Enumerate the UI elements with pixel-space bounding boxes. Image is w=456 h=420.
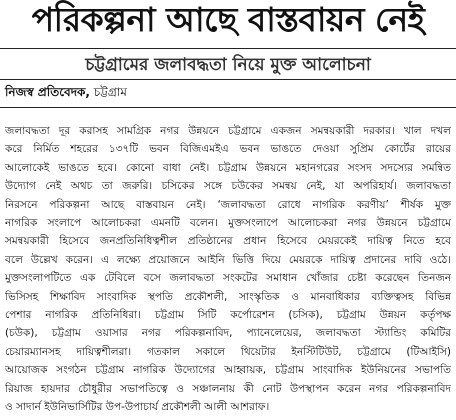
article-line: মুক্তসংলাপটিতে এক টেবিলে বসে জলাবদ্ধতা সংকটের সমাধান খোঁজার চেষ্টা করেছেন তিনজন [5,272,451,285]
byline-location: চট্টগ্রাম [93,85,127,99]
headline: পরিকল্পনা আছে বাস্তবায়ন নেই [31,0,425,39]
article-line: উদ্যোগ নেই অথচ তা জরুরি। চসিকের সঙ্গে চউকের সমন্বয় নেই, যা অপরিহার্য। জলাবদ্ধতা [5,180,451,193]
article-body [5,122,451,417]
article-line: রিয়াজ হায়দার চৌধুরীর সভাপতিত্বে ও সঞ্চালনায় কী নোট উপস্থাপন করেন নগর পরিকল্পনাবিদ [5,382,451,395]
byline [5,84,127,100]
article-line: নাগরিক সংলাপে আলোচকরা এমনটি বলেন। মুক্তসংলাপে আলোচকরা নগর উন্নয়নে চট্টগ্রামে [5,217,451,230]
article-line: নিরসনে পরিকল্পনা আছে বাস্তবায়ন নেই। ‘জলাবদ্ধতা রোধে নাগরিক করণীয়’ শীর্ষক মুক্ত [5,198,451,211]
subheadline: চট্টগ্রামের জলাবদ্ধতা নিয়ে মুক্ত আলোচনা [85,55,371,75]
headline-rule [0,48,456,49]
article-line: বলে উল্লেখ করেন। এ লক্ষ্যে প্রয়োজনে আইনি ভিত্তি দিয়ে মেয়রকে দায়িত্ব প্রদানের দাবি ওঠে। [5,253,451,266]
article-line: পেশার নাগরিক প্রতিনিধিরা। চট্টগ্রাম সিটি কর্পোরেশন (চসিক), চট্টগ্রাম উন্নয়ন কর্তৃপক্ষ [5,309,451,322]
article-line: করে নির্মিত শহরের ১৩৭টি ভবন বিজিএমইএ ভবন ভাঙতে দেওয়া সুপ্রিম কোর্টের রায়ের [5,143,451,156]
article-line: আলোকেই ভাঙতে হবে। কোনো বাধা নেই। চট্টগ্রাম উন্নয়নে মহানগরের সংসদ সদস্যের সমন্বিত [5,161,451,174]
article-line: চেয়ারম্যানসহ দায়িত্বশীলরা। গতকাল সকালে থিয়েটার ইনস্টিটিউট, চট্টগ্রামে (টিআইসি) [5,345,451,358]
byline-rule [0,107,456,108]
article-line: সমন্বয়কারী হিসেবে জনপ্রতিনিধিত্বশীল প্রতিষ্ঠানের প্রধান হিসেবে মেয়রকেই দায়িত্ব নিতে হবে [5,235,451,248]
article-line: জলাবদ্ধতা দূর করাসহ সামগ্রিক নগর উন্নয়নে চট্টগ্রামে একজন সমন্বয়কারী দরকার। খাল দখল [5,125,451,137]
article-line: ও সাদার্ন ইউনিভার্সিটির উপ-উপাচার্য প্রকৌশলী আলী আশরাফ। [5,401,270,414]
byline-author: নিজস্ব প্রতিবেদক, [5,85,90,99]
article-line: আয়োজক সংগঠন চট্টগ্রাম নাগরিক উদ্যোগের আহ্বায়ক, চট্টগ্রাম সাংবাদিক ইউনিয়নের সভাপতি [5,364,451,377]
article-line: ভিসিসহ শিক্ষাবিদ সাংবাদিক স্থপতি প্রকৌশলী, সাংস্কৃতিক ও মানবাধিকার ব্যক্তিত্বসহ বিভিন্ন [5,290,451,303]
subheadline-rule [0,79,456,80]
article-line: (চউক), চট্টগ্রাম ওয়াসার নগর পরিকল্পনাবিদ, প্যানেলেয়ের, জলাবদ্ধতা স্ট্যান্ডিং কমিটির [5,327,451,340]
